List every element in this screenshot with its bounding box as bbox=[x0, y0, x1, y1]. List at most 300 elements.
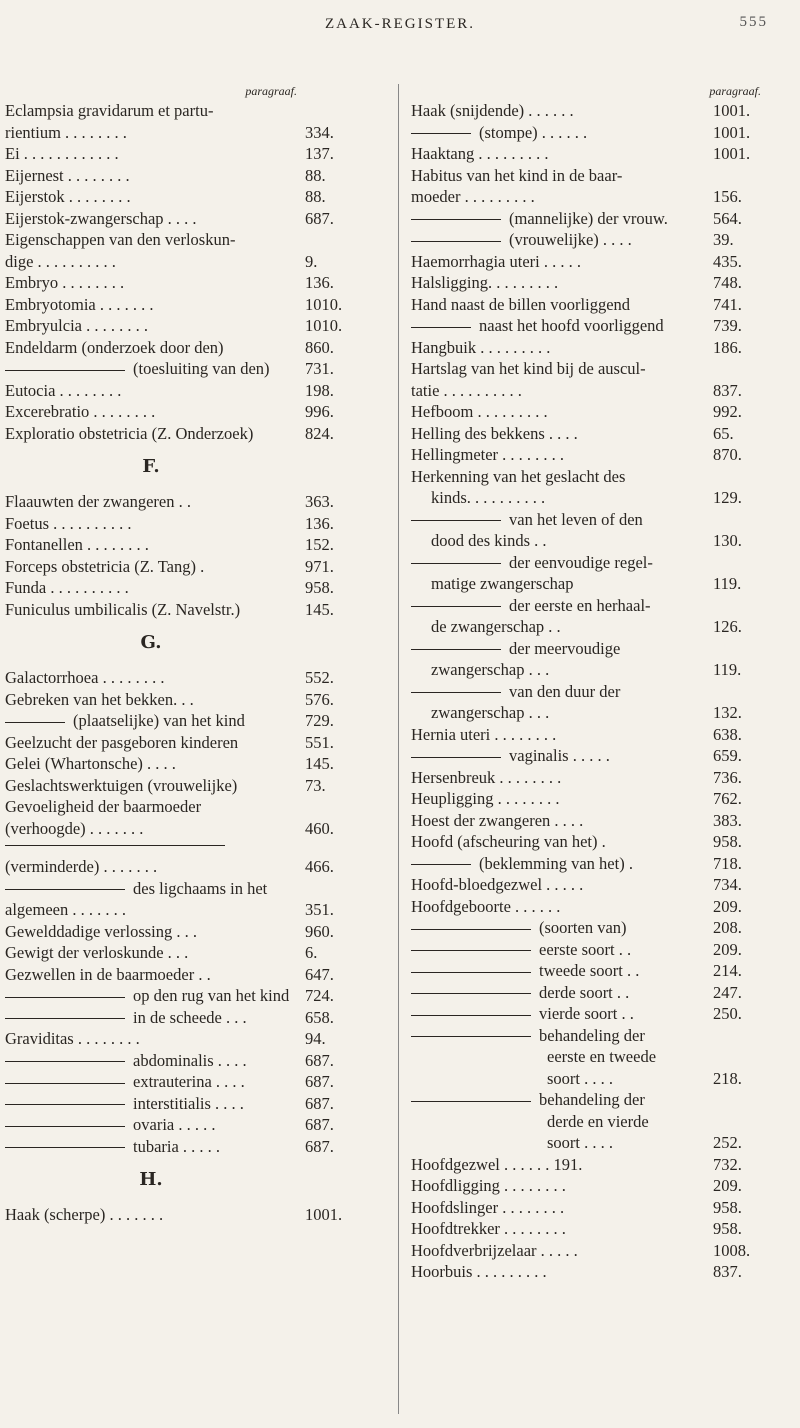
entry-term: Foetus . . . . . . . . . . bbox=[5, 513, 132, 533]
entry-term: Haak (snijdende) . . . . . . bbox=[411, 101, 574, 120]
entry-paragraph-number: 247. bbox=[713, 982, 742, 1002]
index-entry bbox=[5, 294, 353, 316]
entry-term: Funiculus umbilicalis (Z. Navelstr.) bbox=[5, 599, 241, 619]
right-column-entries bbox=[411, 100, 761, 1283]
repeat-dash bbox=[411, 929, 531, 930]
entry-term: Ei . . . . . . . . . . . . bbox=[5, 144, 119, 163]
entry-paragraph-number: 132. bbox=[713, 703, 742, 722]
entry-paragraph-number: 152. bbox=[305, 535, 334, 554]
index-entry bbox=[411, 143, 761, 165]
entry-paragraph-number: 741. bbox=[713, 294, 742, 314]
entry-term: Graviditas . . . . . . . . bbox=[5, 1029, 140, 1048]
column-head-label: paragraaf. bbox=[245, 84, 297, 98]
entry-paragraph-number: 996. bbox=[305, 402, 334, 421]
index-entry bbox=[411, 401, 761, 423]
index-entry bbox=[411, 208, 761, 230]
repeat-dash bbox=[5, 1104, 125, 1105]
entry-paragraph-number: 551. bbox=[305, 732, 334, 752]
entry-paragraph-number: 552. bbox=[305, 668, 334, 687]
entry-term: Helling des bekkens . . . . bbox=[411, 423, 578, 443]
entry-paragraph-number: 718. bbox=[713, 853, 742, 873]
index-entry bbox=[5, 401, 353, 423]
entry-term: Eijerstok . . . . . . . . bbox=[5, 187, 131, 206]
index-entry bbox=[411, 810, 761, 832]
entry-term: der meervoudige bbox=[509, 638, 621, 658]
entry-term: Hersenbreuk . . . . . . . . bbox=[411, 767, 562, 787]
entry-term: Hoofdtrekker . . . . . . . . bbox=[411, 1219, 566, 1238]
entry-paragraph-number: 824. bbox=[305, 423, 334, 443]
index-entry bbox=[411, 939, 761, 961]
index-entry bbox=[411, 337, 761, 359]
index-entry bbox=[411, 573, 761, 595]
entry-term: dood des kinds . . bbox=[431, 531, 547, 550]
index-entry bbox=[411, 229, 761, 251]
entry-paragraph-number: 383. bbox=[713, 810, 742, 830]
index-entry bbox=[411, 1197, 761, 1219]
entry-term: Eutocia . . . . . . . . bbox=[5, 380, 122, 400]
index-entry bbox=[411, 423, 761, 445]
index-entry bbox=[411, 165, 761, 187]
index-entry bbox=[5, 1071, 353, 1093]
index-entry bbox=[5, 1114, 353, 1136]
entry-term: eerste soort . . bbox=[539, 939, 632, 959]
entry-term: Hoorbuis . . . . . . . . . bbox=[411, 1262, 547, 1281]
entry-paragraph-number: 837. bbox=[713, 380, 742, 400]
entry-term: Haemorrhagia uteri . . . . . bbox=[411, 251, 581, 271]
entry-paragraph-number: 136. bbox=[305, 273, 334, 292]
entry-term: tweede soort . . bbox=[539, 961, 640, 980]
entry-term: rientium . . . . . . . . bbox=[5, 122, 127, 142]
repeat-dash bbox=[411, 1101, 531, 1102]
entry-term: Heupligging . . . . . . . . bbox=[411, 789, 560, 808]
index-entry bbox=[411, 681, 761, 703]
index-entry bbox=[411, 1261, 761, 1283]
entry-paragraph-number: 837. bbox=[713, 1262, 742, 1281]
index-entry bbox=[411, 982, 761, 1004]
entry-paragraph-number: 209. bbox=[713, 939, 742, 959]
index-entry bbox=[5, 251, 353, 273]
entry-term: (plaatselijke) van het kind bbox=[73, 711, 245, 730]
entry-paragraph-number: 129. bbox=[713, 488, 742, 507]
entry-term: (vrouwelijke) . . . . bbox=[509, 230, 632, 249]
entry-paragraph-number: 145. bbox=[305, 599, 334, 619]
entry-paragraph-number: 466. bbox=[305, 857, 334, 876]
entry-paragraph-number: 198. bbox=[305, 380, 334, 400]
index-entry bbox=[411, 960, 761, 982]
entry-term: Hoofd-bloedgezwel . . . . . bbox=[411, 875, 584, 894]
entry-paragraph-number: 638. bbox=[713, 724, 742, 744]
repeat-dash bbox=[411, 133, 471, 134]
entry-term: soort . . . . bbox=[547, 1068, 613, 1088]
entry-paragraph-number: 748. bbox=[713, 273, 742, 292]
right-column bbox=[411, 84, 761, 1283]
entry-term: Hoofdverbrijzelaar . . . . . bbox=[411, 1240, 578, 1260]
entry-term: eerste en tweede bbox=[547, 1047, 657, 1066]
entry-paragraph-number: 136. bbox=[305, 513, 334, 533]
section-letter-heading: H. bbox=[139, 1169, 163, 1190]
repeat-dash bbox=[5, 889, 125, 890]
entry-term: vierde soort . . bbox=[539, 1004, 634, 1023]
entry-term: dige . . . . . . . . . . bbox=[5, 251, 116, 271]
entry-paragraph-number: 958. bbox=[713, 1197, 742, 1217]
entry-paragraph-number: 65. bbox=[713, 423, 734, 443]
index-entry bbox=[5, 856, 353, 878]
index-entry bbox=[411, 1175, 761, 1197]
entry-paragraph-number: 1010. bbox=[305, 316, 343, 335]
repeat-dash bbox=[411, 864, 471, 865]
entry-term: tubaria . . . . . bbox=[133, 1136, 221, 1156]
index-entry bbox=[411, 122, 761, 144]
entry-paragraph-number: 734. bbox=[713, 875, 742, 894]
entry-paragraph-number: 137. bbox=[305, 144, 334, 163]
entry-term: Embryotomia . . . . . . . bbox=[5, 294, 154, 314]
entry-term: zwangerschap . . . bbox=[431, 703, 550, 722]
index-entry bbox=[5, 122, 353, 144]
entry-term: Hoofdligging . . . . . . . . bbox=[411, 1176, 566, 1195]
index-entry bbox=[411, 530, 761, 552]
index-entry bbox=[5, 100, 353, 122]
index-entry bbox=[411, 638, 761, 660]
entry-term: Hoofdslinger . . . . . . . . bbox=[411, 1197, 565, 1217]
entry-term: Hoest der zwangeren . . . . bbox=[411, 810, 584, 830]
index-entry bbox=[411, 358, 761, 380]
index-entry bbox=[411, 294, 761, 316]
entry-paragraph-number: 731. bbox=[305, 359, 334, 378]
repeat-dash bbox=[5, 1018, 125, 1019]
entry-term: Eijerstok-zwangerschap . . . . bbox=[5, 208, 197, 228]
section-letter-heading: F. bbox=[142, 456, 160, 477]
repeat-dash bbox=[411, 520, 501, 521]
entry-term: Gebreken van het bekken. . . bbox=[5, 689, 194, 709]
entry-term: Endeldarm (onderzoek door den) bbox=[5, 337, 224, 357]
repeat-dash bbox=[5, 1083, 125, 1084]
entry-paragraph-number: 739. bbox=[713, 316, 742, 335]
entry-term: Exploratio obstetricia (Z. Onderzoek) bbox=[5, 423, 254, 443]
entry-paragraph-number: 186. bbox=[713, 337, 742, 357]
entry-paragraph-number: 73. bbox=[305, 775, 326, 795]
entry-paragraph-number: 687. bbox=[305, 208, 334, 228]
entry-paragraph-number: 958. bbox=[713, 1219, 742, 1238]
entry-term: van het leven of den bbox=[509, 509, 643, 529]
entry-term: Hand naast de billen voorliggend bbox=[411, 294, 631, 314]
index-entry bbox=[411, 1089, 761, 1111]
index-entry bbox=[411, 251, 761, 273]
entry-term: Halsligging. . . . . . . . . bbox=[411, 273, 559, 292]
column-head-label: paragraaf. bbox=[709, 84, 761, 98]
repeat-dash bbox=[411, 993, 531, 994]
entry-term: Embryo . . . . . . . . bbox=[5, 273, 125, 292]
entry-paragraph-number: 729. bbox=[305, 711, 334, 730]
index-entry bbox=[5, 1007, 353, 1029]
index-entry bbox=[411, 767, 761, 789]
repeat-dash bbox=[5, 722, 65, 723]
index-entry bbox=[411, 186, 761, 208]
index-entry bbox=[5, 796, 353, 818]
entry-paragraph-number: 218. bbox=[713, 1068, 742, 1088]
entry-term: Haaktang . . . . . . . . . bbox=[411, 144, 549, 163]
index-entry bbox=[411, 1154, 761, 1176]
entry-paragraph-number: 564. bbox=[713, 208, 742, 228]
entry-paragraph-number: 250. bbox=[713, 1004, 742, 1023]
entry-term: van den duur der bbox=[509, 681, 621, 701]
entry-paragraph-number: 88. bbox=[305, 165, 326, 185]
index-entry bbox=[411, 831, 761, 853]
index-entry bbox=[411, 315, 761, 337]
entry-paragraph-number: 971. bbox=[305, 556, 334, 576]
index-entry bbox=[411, 1068, 761, 1090]
index-entry bbox=[5, 942, 353, 964]
entry-term: ovaria . . . . . bbox=[133, 1115, 216, 1134]
repeat-dash bbox=[411, 563, 501, 564]
index-entry bbox=[411, 1111, 761, 1133]
entry-paragraph-number: 724. bbox=[305, 986, 334, 1005]
entry-term: derde soort . . bbox=[539, 982, 630, 1002]
index-entry bbox=[5, 1204, 353, 1226]
entry-paragraph-number: 647. bbox=[305, 964, 334, 984]
entry-term: extrauterina . . . . bbox=[133, 1072, 245, 1091]
entry-term: Hoofd (afscheuring van het) . bbox=[411, 832, 606, 851]
entry-term: naast het hoofd voorliggend bbox=[479, 316, 664, 335]
index-entry bbox=[411, 702, 761, 724]
index-entry bbox=[5, 1136, 353, 1158]
separator-rule bbox=[5, 845, 225, 846]
repeat-dash bbox=[411, 219, 501, 220]
entry-paragraph-number: 1001. bbox=[713, 144, 751, 163]
index-entry bbox=[411, 1025, 761, 1047]
entry-term: vaginalis . . . . . bbox=[509, 746, 610, 765]
entry-term: Gelei (Whartonsche) . . . . bbox=[5, 754, 176, 773]
index-entry bbox=[5, 921, 353, 943]
repeat-dash bbox=[411, 692, 501, 693]
entry-term: soort . . . . bbox=[547, 1133, 613, 1152]
index-entry bbox=[5, 143, 353, 165]
index-entry bbox=[411, 788, 761, 810]
repeat-dash bbox=[411, 606, 501, 607]
entry-term: Habitus van het kind in de baar- bbox=[411, 165, 623, 185]
index-entry bbox=[5, 315, 353, 337]
index-entry bbox=[411, 380, 761, 402]
entry-paragraph-number: 94. bbox=[305, 1029, 326, 1048]
section-letter-heading: G. bbox=[140, 632, 162, 653]
entry-term: Excerebratio . . . . . . . . bbox=[5, 402, 156, 421]
entry-paragraph-number: 687. bbox=[305, 1115, 334, 1134]
entry-term: Hartslag van het kind bij de auscul- bbox=[411, 359, 646, 378]
entry-term: der eerste en herhaal- bbox=[509, 595, 651, 615]
entry-term: Embryulcia . . . . . . . . bbox=[5, 316, 148, 335]
entry-paragraph-number: 958. bbox=[713, 832, 742, 851]
entry-paragraph-number: 39. bbox=[713, 230, 734, 249]
index-entry bbox=[411, 1003, 761, 1025]
repeat-dash bbox=[5, 997, 125, 998]
entry-term: (soorten van) bbox=[539, 918, 627, 937]
entry-paragraph-number: 209. bbox=[713, 1176, 742, 1195]
index-entry bbox=[5, 689, 353, 711]
index-entry bbox=[411, 724, 761, 746]
entry-paragraph-number: 860. bbox=[305, 337, 334, 357]
repeat-dash bbox=[411, 1036, 531, 1037]
entry-term: Gezwellen in de baarmoeder . . bbox=[5, 964, 211, 984]
index-entry bbox=[5, 753, 353, 775]
entry-term: moeder . . . . . . . . . bbox=[411, 187, 535, 206]
entry-paragraph-number: 576. bbox=[305, 689, 334, 709]
entry-paragraph-number: 6. bbox=[305, 943, 318, 962]
index-entry bbox=[411, 745, 761, 767]
index-entry bbox=[411, 917, 761, 939]
index-entry bbox=[5, 513, 353, 535]
left-column bbox=[5, 84, 353, 1226]
entry-paragraph-number: 363. bbox=[305, 492, 334, 511]
entry-term: Gewigt der verloskunde . . . bbox=[5, 943, 189, 962]
entry-term: kinds. . . . . . . . . . bbox=[431, 488, 546, 507]
repeat-dash bbox=[411, 649, 501, 650]
entry-paragraph-number: 119. bbox=[713, 574, 742, 593]
entry-paragraph-number: 9. bbox=[305, 251, 318, 271]
entry-term: Hangbuik . . . . . . . . . bbox=[411, 337, 551, 357]
index-entry bbox=[5, 599, 353, 621]
index-entry bbox=[411, 595, 761, 617]
entry-term: behandeling der bbox=[539, 1025, 645, 1045]
index-entry bbox=[5, 534, 353, 556]
entry-paragraph-number: 687. bbox=[305, 1093, 334, 1113]
index-entry bbox=[5, 165, 353, 187]
entry-term: derde en vierde bbox=[547, 1111, 649, 1131]
index-entry bbox=[411, 487, 761, 509]
repeat-dash bbox=[5, 1061, 125, 1062]
entry-paragraph-number: 334. bbox=[305, 122, 334, 142]
repeat-dash bbox=[411, 1015, 531, 1016]
entry-paragraph-number: 992. bbox=[713, 402, 742, 421]
index-entry bbox=[5, 1028, 353, 1050]
index-entry bbox=[5, 667, 353, 689]
entry-term: Galactorrhoea . . . . . . . . bbox=[5, 668, 165, 687]
index-entry bbox=[411, 659, 761, 681]
entry-term: Haak (scherpe) . . . . . . . bbox=[5, 1205, 164, 1224]
entry-term: Funda . . . . . . . . . . bbox=[5, 578, 129, 597]
entry-term: zwangerschap . . . bbox=[431, 660, 550, 679]
entry-term: de zwangerschap . . bbox=[431, 617, 561, 636]
entry-paragraph-number: 659. bbox=[713, 746, 742, 765]
index-entry bbox=[411, 1218, 761, 1240]
index-entry bbox=[411, 466, 761, 488]
entry-term: Hernia uteri . . . . . . . . bbox=[411, 724, 557, 744]
index-entry bbox=[411, 272, 761, 294]
page-header-title: ZAAK-REGISTER. bbox=[324, 16, 476, 32]
entry-term: (stompe) . . . . . . bbox=[479, 122, 588, 142]
entry-paragraph-number: 687. bbox=[305, 1072, 334, 1091]
index-entry bbox=[411, 509, 761, 531]
entry-term: Eigenschappen van den verloskun- bbox=[5, 230, 236, 249]
entry-term: algemeen . . . . . . . bbox=[5, 900, 126, 919]
entry-paragraph-number: 1008. bbox=[713, 1240, 751, 1260]
entry-term: Gevoeligheid der baarmoeder bbox=[5, 797, 202, 816]
index-entry bbox=[411, 444, 761, 466]
index-entry bbox=[5, 423, 353, 445]
index-entry bbox=[5, 208, 353, 230]
index-entry bbox=[411, 1132, 761, 1154]
entry-paragraph-number: 156. bbox=[713, 187, 742, 206]
column-divider bbox=[398, 84, 399, 1414]
entry-paragraph-number: 126. bbox=[713, 617, 742, 636]
entry-term: Hellingmeter . . . . . . . . bbox=[411, 445, 565, 464]
entry-term: interstitialis . . . . bbox=[133, 1093, 244, 1113]
entry-term: abdominalis . . . . bbox=[133, 1050, 247, 1070]
index-entry bbox=[5, 985, 353, 1007]
index-entry bbox=[5, 775, 353, 797]
repeat-dash bbox=[411, 241, 501, 242]
entry-term: (verhoogde) . . . . . . . bbox=[5, 818, 144, 838]
index-entry bbox=[5, 818, 353, 840]
entry-term: tatie . . . . . . . . . . bbox=[411, 380, 522, 400]
index-entry bbox=[5, 964, 353, 986]
entry-paragraph-number: 214. bbox=[713, 961, 742, 980]
entry-term: Geelzucht der pasgeboren kinderen bbox=[5, 732, 239, 752]
entry-term: Hoofdgeboorte . . . . . . bbox=[411, 896, 561, 916]
entry-paragraph-number: 736. bbox=[713, 767, 742, 787]
repeat-dash bbox=[411, 327, 471, 328]
entry-term: Hefboom . . . . . . . . . bbox=[411, 402, 548, 421]
entry-term: (toesluiting van den) bbox=[133, 359, 270, 378]
entry-paragraph-number: 460. bbox=[305, 818, 334, 838]
entry-paragraph-number: 658. bbox=[305, 1007, 334, 1027]
entry-paragraph-number: 958. bbox=[305, 578, 334, 597]
entry-paragraph-number: 687. bbox=[305, 1136, 334, 1156]
entry-term: op den rug van het kind bbox=[133, 986, 290, 1005]
entry-term: Eijernest . . . . . . . . bbox=[5, 165, 130, 185]
entry-term: behandeling der bbox=[539, 1090, 645, 1109]
index-entry bbox=[5, 878, 353, 900]
entry-term: Geslachtswerktuigen (vrouwelijke) bbox=[5, 775, 238, 795]
entry-term: Fontanellen . . . . . . . . bbox=[5, 535, 149, 554]
index-entry bbox=[411, 100, 761, 122]
repeat-dash bbox=[411, 950, 531, 951]
entry-term: Gewelddadige verlossing . . . bbox=[5, 921, 197, 941]
entry-paragraph-number: 351. bbox=[305, 900, 334, 919]
index-entry bbox=[411, 1240, 761, 1262]
entry-term: in de scheede . . . bbox=[133, 1007, 247, 1027]
entry-term: (mannelijke) der vrouw. bbox=[509, 208, 668, 228]
entry-paragraph-number: 252. bbox=[713, 1133, 742, 1152]
entry-paragraph-number: 960. bbox=[305, 921, 334, 941]
entry-paragraph-number: 1001. bbox=[713, 101, 751, 120]
page-number: 555 bbox=[739, 14, 768, 30]
index-entry bbox=[5, 732, 353, 754]
entry-paragraph-number: 435. bbox=[713, 251, 742, 271]
index-entry bbox=[5, 1050, 353, 1072]
left-column-entries bbox=[5, 100, 353, 1226]
index-entry bbox=[5, 272, 353, 294]
repeat-dash bbox=[5, 370, 125, 371]
entry-paragraph-number: 1001. bbox=[713, 122, 751, 142]
entry-term: (beklemming van het) . bbox=[479, 853, 633, 873]
index-entry bbox=[5, 1093, 353, 1115]
entry-term: Herkenning van het geslacht des bbox=[411, 466, 626, 486]
index-entry bbox=[411, 874, 761, 896]
entry-term: Eclampsia gravidarum et partu- bbox=[5, 101, 214, 120]
index-entry bbox=[411, 853, 761, 875]
index-entry bbox=[411, 552, 761, 574]
entry-term: matige zwangerschap bbox=[431, 574, 574, 593]
entry-term: der eenvoudige regel- bbox=[509, 552, 653, 572]
entry-paragraph-number: 762. bbox=[713, 789, 742, 808]
entry-paragraph-number: 208. bbox=[713, 918, 742, 937]
index-entry bbox=[5, 186, 353, 208]
entry-paragraph-number: 870. bbox=[713, 445, 742, 464]
index-entry bbox=[5, 491, 353, 513]
index-entry bbox=[5, 577, 353, 599]
repeat-dash bbox=[5, 1147, 125, 1148]
entry-term: Forceps obstetricia (Z. Tang) . bbox=[5, 556, 205, 576]
entry-paragraph-number: 130. bbox=[713, 531, 742, 550]
